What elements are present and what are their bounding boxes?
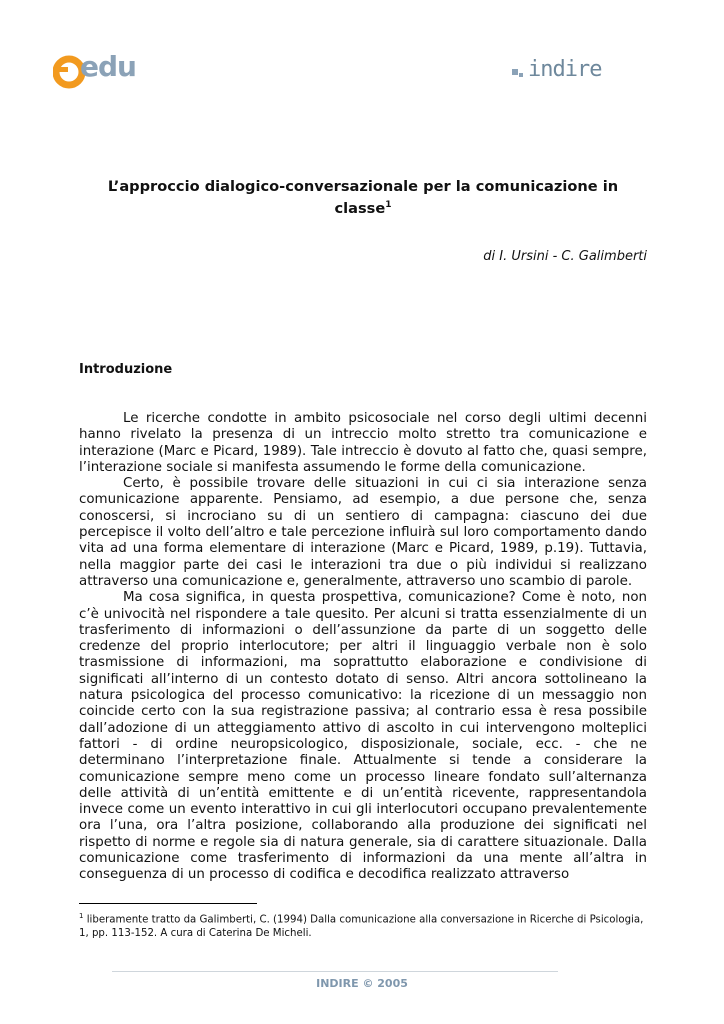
section-heading: Introduzione (79, 362, 173, 377)
paragraph-3: Ma cosa significa, in questa prospettiva, comunicazione? Come è noto, non c’è univocità nel rispondere a tale quesito. Per alcuni si tratta essenzialmente di un trasferimento di informazioni o dell’assunzione da parte di un soggetto delle credenze del proprio interlocutore; per altri il linguaggio verbale non è solo trasmissione di informazioni, ma soprattutto elaborazione e condivisione di significati all’interno di un contesto dotato di senso. Altri ancora sottolineano la natura psicologica del processo comunicativo: la ricezione di un messaggio non coincide certo con la sua registrazione passiva; al contrario essa è resa possibile dall’adozione di un atteggiamento attivo di ascolto in cui intervengono molteplici fattori - di ordine neuropsicologico, disposizionale, sociale, ecc. - che ne determinano l’interpretazione finale. Attualmente si tende a considerare la comunicazione sempre meno come un processo lineare fondato sull’alternanza delle attività di un’entità emittente e di un’entità ricevente, rappresentandola invece come un evento interattivo in cui gli interlocutori occupano prevalentemente ora l’una, ora l’altra posizione, collaborando alla produzione dei significati nel rispetto di norme e regole sia di natura generale, sia di carattere situazionale. Dalla comunicazione come trasferimento di informazioni da una mente all’altra in conseguenza di un processo di codifica e decodifica realizzato attraverso (79, 590, 647, 883)
document-title (79, 177, 647, 218)
title-footnote-marker: 1 (385, 200, 392, 210)
body-text (79, 411, 647, 884)
footer-divider (112, 971, 558, 972)
footnote-text: liberamente tratto da Galimberti, C. (1994) Dalla comunicazione alla conversazione in Ricerche di Psicologia, 1, pp. 113-152. A cura di Caterina De Micheli. (79, 914, 644, 940)
edu-logo-text: edu (80, 50, 136, 83)
footnote (79, 909, 647, 941)
authors: di I. Ursini - C. Galimberti (483, 249, 647, 264)
title-text: L’approccio dialogico-conversazionale per la comunicazione in classe (107, 178, 619, 217)
footnote-marker: 1 (79, 912, 84, 920)
footer-text: INDIRE © 2005 (316, 977, 408, 990)
indire-logo-text: indire (528, 57, 602, 82)
paragraph-2: Certo, è possibile trovare delle situazioni in cui ci sia interazione senza comunicazione apparente. Pensiamo, ad esempio, a due persone che, senza conoscersi, si incrociano su di un sentiero di campagna: ciascuno dei due percepisce il volto dell’altro e tale percezione influirà sul loro comportamento dando vita ad una forma elementare di interazione (Marc e Picard, 1989, p.19). Tuttavia, nella maggior parte dei casi le interazioni tra due o più individui si realizzano attraverso una comunicazione e, generalmente, attraverso uno scambio di parole. (79, 476, 647, 589)
footnote-divider (79, 903, 257, 904)
paragraph-1: Le ricerche condotte in ambito psicosociale nel corso degli ultimi decenni hanno rivelato la presenza di un intreccio molto stretto tra comunicazione e interazione (Marc e Picard, 1989). Tale intreccio è dovuto al fatto che, quasi sempre, l’interazione sociale si manifesta assumendo le forme della comunicazione. (79, 411, 647, 475)
